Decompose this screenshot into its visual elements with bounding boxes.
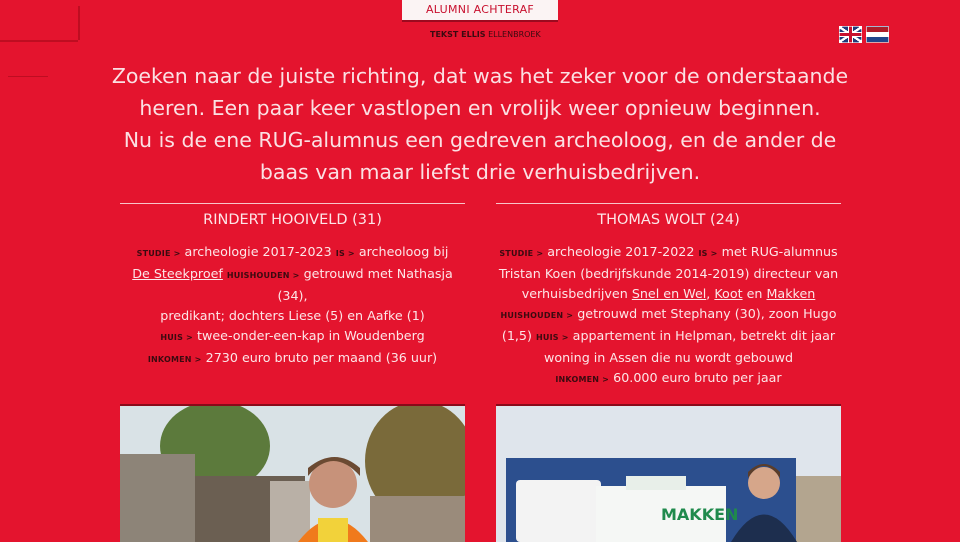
is-value: verhuisbedrijven bbox=[521, 286, 628, 301]
photo-rindert bbox=[120, 404, 465, 542]
company-link-makken[interactable]: Makken bbox=[766, 286, 816, 301]
huishouden-value: predikant; dochters Liese (5) en Aafke (1) bbox=[160, 308, 425, 323]
label-huis: HUIS > bbox=[536, 333, 569, 342]
intro-line: heren. Een paar keer vastlopen en vrolijk weer opnieuw beginnen. bbox=[139, 96, 821, 120]
ghost-artifact bbox=[8, 76, 48, 77]
credit-label: TEKST ELLIS bbox=[430, 30, 486, 39]
nl-flag-icon[interactable] bbox=[866, 26, 889, 43]
profile-name: THOMAS WOLT (24) bbox=[597, 212, 740, 228]
photo-rindert-illustration bbox=[120, 406, 465, 542]
intro-line: Nu is de ene RUG-alumnus een gedreven archeoloog, en de ander de bbox=[123, 128, 837, 152]
label-is: IS > bbox=[335, 249, 355, 258]
label-studie: STUDIE > bbox=[136, 249, 181, 258]
photo-thomas bbox=[496, 404, 841, 542]
huis-value: twee-onder-een-kap in Woudenberg bbox=[197, 328, 425, 343]
company-link-snel-en-wel[interactable]: Snel en Wel bbox=[631, 286, 707, 301]
uk-flag-icon[interactable] bbox=[839, 26, 862, 43]
huis-value: appartement in Helpman, betrekt dit jaar bbox=[572, 328, 836, 343]
inkomen-value: 60.000 euro bruto per jaar bbox=[613, 370, 782, 385]
section-tag: ALUMNI ACHTERAF bbox=[402, 0, 558, 22]
ghost-artifact bbox=[0, 40, 78, 42]
huishouden-value: getrouwd met Stephany (30), zoon Hugo bbox=[577, 306, 837, 321]
profile-bio: STUDIE > archeologie 2017-2022 IS > met RUG-alumnus Tristan Koen (bedrijfskunde 2014-2019) directeur van verhuisbedrijven Snel en Wel, Koot en Makken HUISHOUDEN > getrouwd met Stephany (30), zoon Hugo (1,5) HUIS > appartement in Helpman, betrekt dit jaar woning in Assen die nu wordt gebouwd INKOMEN > 60.000 euro bruto per jaar bbox=[498, 244, 839, 385]
photo-thomas-illustration bbox=[496, 406, 841, 542]
profile-bio bbox=[120, 242, 465, 370]
label-huis: HUIS > bbox=[160, 333, 193, 342]
profile-name: RINDERT HOOIVELD (31) bbox=[203, 212, 382, 228]
label-huishouden: HUISHOUDEN > bbox=[226, 271, 300, 280]
profile-thomas bbox=[496, 203, 841, 390]
studie-value: archeologie 2017-2022 bbox=[547, 244, 695, 259]
ghost-artifact bbox=[78, 6, 80, 40]
label-huishouden: HUISHOUDEN > bbox=[500, 311, 574, 320]
is-value: archeoloog bij bbox=[358, 244, 449, 259]
label-inkomen: INKOMEN > bbox=[147, 355, 202, 364]
employer-link[interactable]: De Steekproef bbox=[132, 266, 223, 281]
intro-line: baas van maar liefst drie verhuisbedrijven. bbox=[259, 160, 701, 184]
divider bbox=[496, 203, 841, 204]
credit-name: ELLENBROEK bbox=[488, 30, 541, 39]
intro-text bbox=[110, 60, 850, 188]
author-credit bbox=[430, 30, 541, 39]
huishouden-value: getrouwd met Nathasja (34), bbox=[277, 266, 453, 303]
company-link-koot[interactable]: Koot bbox=[714, 286, 743, 301]
huis-value: woning in Assen die nu wordt gebouwd bbox=[543, 350, 794, 365]
label-studie: STUDIE > bbox=[499, 249, 544, 258]
huishouden-value: (1,5) bbox=[501, 328, 532, 343]
profile-rindert bbox=[120, 203, 465, 370]
is-value: met RUG-alumnus bbox=[721, 244, 838, 259]
inkomen-value: 2730 euro bruto per maand (36 uur) bbox=[205, 350, 438, 365]
is-value: Tristan Koen (bedrijfskunde 2014-2019) directeur van bbox=[498, 266, 839, 281]
divider bbox=[120, 203, 465, 204]
studie-value: archeologie 2017-2023 bbox=[184, 244, 332, 259]
label-inkomen: INKOMEN > bbox=[555, 375, 610, 384]
language-switcher bbox=[839, 26, 889, 43]
intro-line: Zoeken naar de juiste richting, dat was het zeker voor de onderstaande bbox=[111, 64, 849, 88]
label-is: IS > bbox=[698, 249, 718, 258]
truck-sign-text: MAKKEN bbox=[661, 505, 739, 524]
